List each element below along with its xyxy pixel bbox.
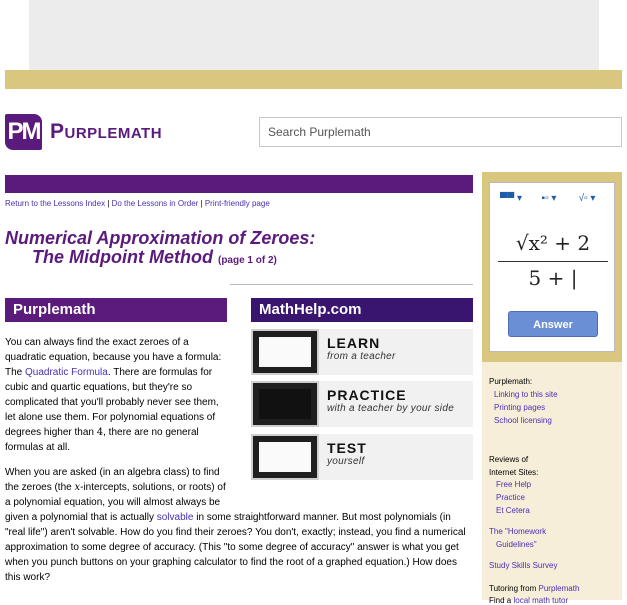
reviews-heading-1: Reviews of: [489, 455, 529, 464]
local-tutor-link[interactable]: local math tutor: [513, 596, 569, 605]
math-calculator-widget: [489, 182, 615, 352]
practice-label: PRACTICE: [327, 387, 407, 403]
test-sublabel: yourself: [327, 456, 365, 467]
matrix-tool-icon[interactable]: ▀▀ ▾: [500, 192, 522, 204]
breadcrumb: [5, 199, 270, 208]
intro-paragraph: [5, 335, 227, 455]
sidebar-purplemath-heading: Purplemath:: [489, 377, 533, 386]
page-subtitle: [32, 247, 277, 268]
text: -intercepts, solutions, or roots) of a polynomial equation, you will almost always be: [5, 482, 226, 508]
solvable-link[interactable]: solvable: [156, 512, 194, 523]
find-prefix: Find a: [489, 596, 514, 605]
tutoring-line: [489, 584, 579, 593]
page-indicator: (page 1 of 2): [217, 255, 277, 266]
top-gold-bar: [5, 70, 622, 89]
degree-number: 4: [96, 427, 104, 438]
learn-label: LEARN: [327, 335, 381, 351]
mathhelp-practice[interactable]: [251, 381, 473, 427]
sidebar-links: [482, 362, 622, 605]
page-title: Numerical Approximation of Zeroes:: [5, 228, 316, 248]
separator: |: [198, 199, 205, 208]
reviews-heading-2: Internet Sites:: [489, 468, 539, 477]
site-logo[interactable]: [5, 114, 162, 150]
practice-link[interactable]: Practice: [496, 493, 525, 502]
purplemath-heading: Purplemath: [5, 298, 227, 322]
mathhelp-test[interactable]: [251, 434, 473, 480]
sqrt-tool-icon[interactable]: √▫ ▾: [578, 192, 596, 204]
text: . There are formulas for cubic and quartic equations, but they're so complicated that you'll probably never see them, let alone use them. For polynomial equations of degrees higher than: [5, 367, 219, 438]
homework-guidelines-link-2[interactable]: Guidelines": [496, 540, 537, 549]
search-input[interactable]: Search Purplemath: [259, 117, 622, 147]
nav-bar: [5, 175, 473, 193]
separator: |: [105, 199, 112, 208]
test-thumbnail: [251, 434, 319, 480]
linking-link[interactable]: Linking to this site: [494, 390, 558, 399]
denominator: 5 + |: [528, 266, 578, 290]
logo-text: Purplemath: [50, 120, 163, 143]
practice-sublabel: with a teacher by your side: [327, 403, 455, 414]
find-tutor-line: [489, 596, 568, 605]
x-variable: x: [74, 482, 81, 493]
divider: [230, 284, 473, 285]
text: given a polynomial that is actually: [5, 512, 157, 523]
test-label: TEST: [327, 440, 367, 456]
text: When you are asked (in an algebra class) to find the zeroes (the: [5, 467, 220, 493]
printing-link[interactable]: Printing pages: [494, 403, 546, 412]
third-paragraph: [5, 510, 473, 585]
tutoring-prefix: Tutoring from: [489, 584, 539, 593]
tutoring-link[interactable]: Purplemath: [538, 584, 580, 593]
text: , there are no general formulas at all.: [5, 427, 199, 453]
learn-sublabel: from a teacher: [327, 351, 396, 362]
print-friendly-link[interactable]: Print-friendly page: [204, 199, 270, 208]
numerator: √x² + 2: [498, 231, 608, 262]
second-paragraph: [5, 465, 227, 510]
mathhelp-heading[interactable]: MathHelp.com: [251, 298, 473, 322]
lessons-index-link[interactable]: Return to the Lessons Index: [5, 199, 106, 208]
free-help-link[interactable]: Free Help: [496, 480, 532, 489]
practice-thumbnail: [251, 381, 319, 427]
quadratic-formula-link[interactable]: Quadratic Formula: [25, 367, 108, 378]
superscript-tool-icon[interactable]: ▪▫ ▾: [541, 192, 557, 204]
answer-button[interactable]: Answer: [508, 311, 598, 337]
homework-guidelines-link[interactable]: The "Homework: [489, 527, 547, 536]
advertisement-banner: [29, 0, 599, 70]
et-cetera-link[interactable]: Et Cetera: [496, 506, 530, 515]
logo-mark: PM: [5, 114, 42, 150]
study-skills-link[interactable]: Study Skills Survey: [489, 561, 558, 570]
mathhelp-learn[interactable]: [251, 329, 473, 375]
subtitle-text: The Midpoint Method: [32, 247, 213, 267]
text: in some straightforward manner. But most polynomials (in "real life") aren't solvable. How do you find their zeroes? You don't, exactly; instead, you find a numerical approximation to some degree of accuracy. (This "to some degree of accuracy" answer is what you get when you punch buttons on your graphing calculator to find the root of a graphed equation.) How does this work?: [5, 512, 466, 583]
text: You can always find the exact zeroes of a quadratic equation, because you have a formula: The: [5, 337, 222, 378]
learn-thumbnail: [251, 329, 319, 375]
calculator-toolbar: [496, 189, 602, 207]
expression-input[interactable]: [498, 231, 608, 290]
lessons-order-link[interactable]: Do the Lessons in Order: [111, 199, 199, 208]
licensing-link[interactable]: School licensing: [494, 416, 552, 425]
